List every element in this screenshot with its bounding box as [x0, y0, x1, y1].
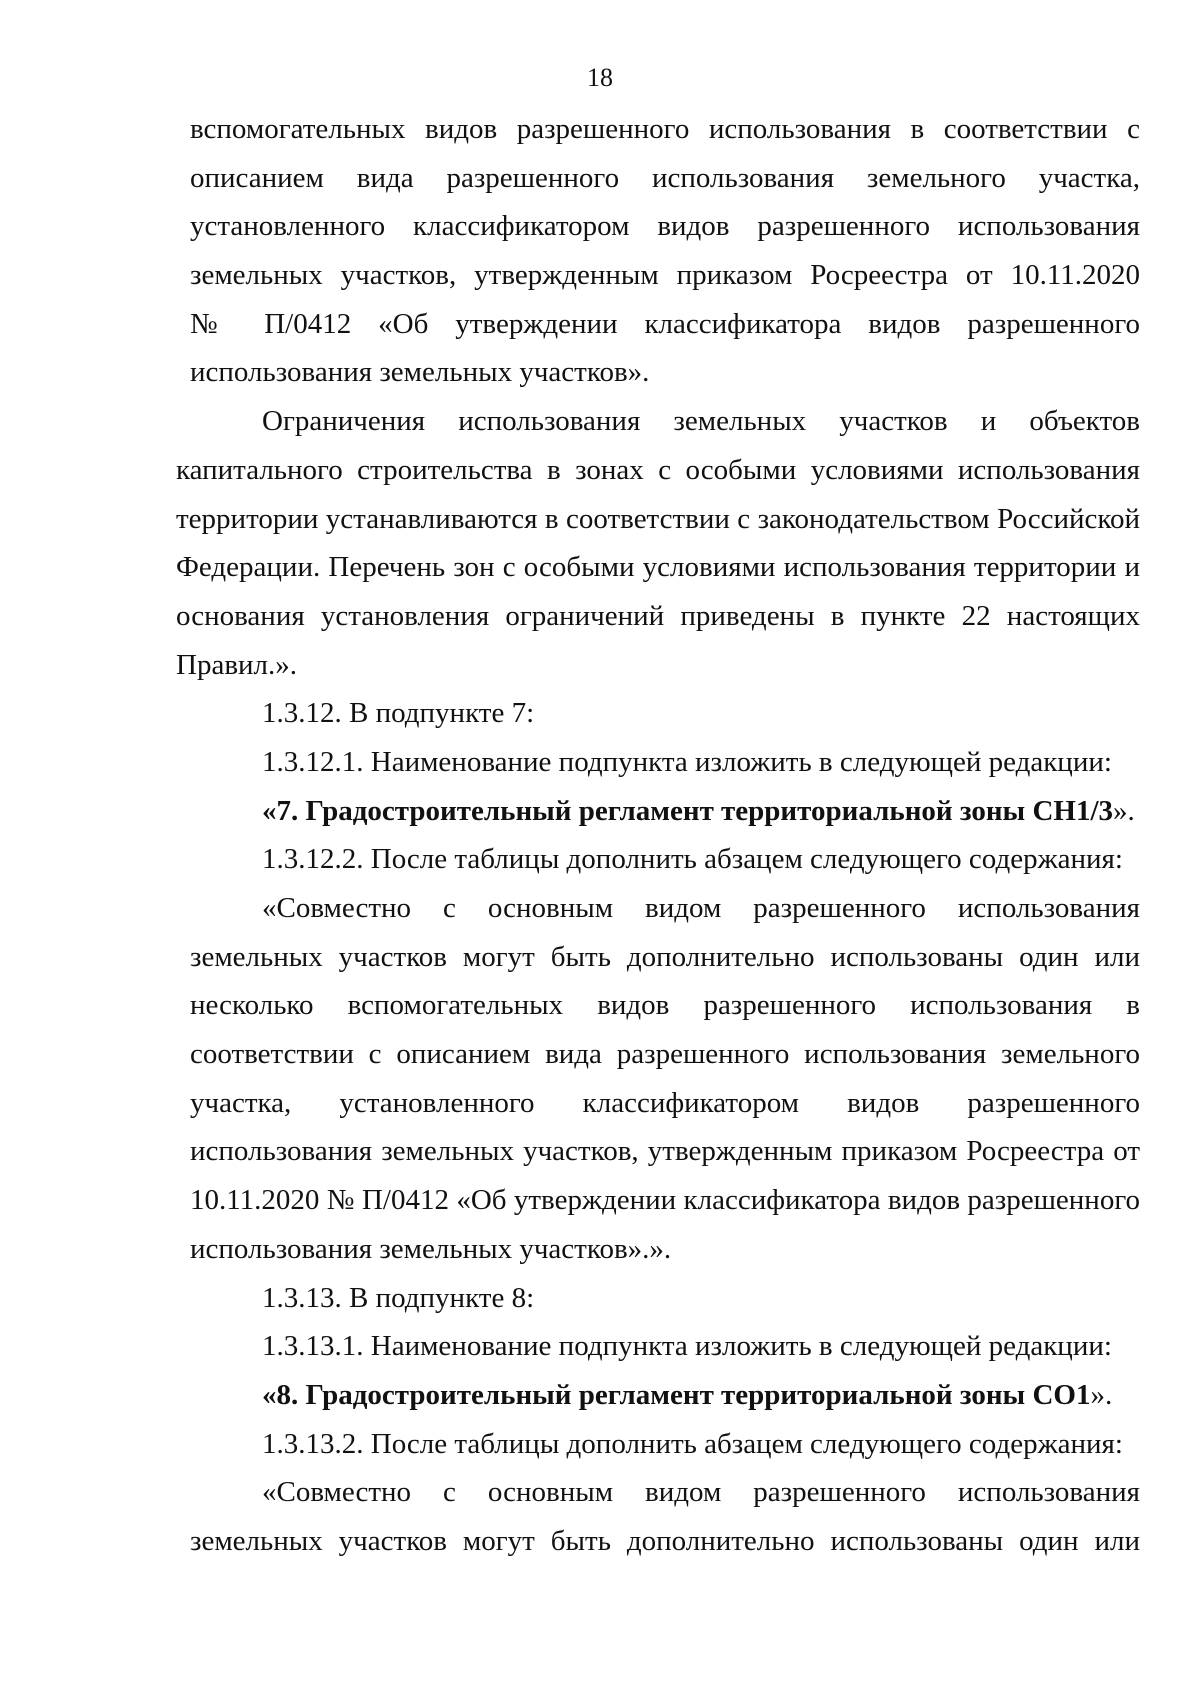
text-line: соответствии с описанием вида разрешенного использования земельного [190, 1038, 1140, 1071]
text-line: земельных участков могут быть дополнительно использованы один или [190, 1524, 1140, 1557]
text-line: использования земельных участков, утвержденным приказом Росреестра от [190, 1135, 1140, 1168]
clause-text: 1.3.12.2. После таблицы дополнить абзацем следующего содержания: [262, 843, 1123, 876]
page-number: 18 [587, 63, 613, 92]
text-line: 10.11.2020 № П/0412 «Об утверждении классификатора видов разрешенного [190, 1184, 1140, 1217]
text-line: Правил.». [176, 648, 297, 681]
paragraph-first-line: «Совместно с основным видом разрешенного использования [262, 892, 1140, 924]
text-line: установленного классификатором видов разрешенного использования [190, 210, 1140, 243]
text-line: Федерации. Перечень зон с особыми условиями использования территории и [176, 551, 1140, 584]
text-line: использования земельных участков». [190, 356, 650, 389]
text-line: несколько вспомогательных видов разрешенного использования в [190, 989, 1140, 1022]
text-line: основания установления ограничений приведены в пункте 22 настоящих [176, 599, 1140, 632]
text-line: участка, установленного классификатором видов разрешенного [190, 1086, 1140, 1119]
clause-text: 1.3.13.2. После таблицы дополнить абзацем следующего содержания: [262, 1427, 1123, 1460]
clause-text: 1.3.12.1. Наименование подпункта изложить в следующей редакции: [262, 745, 1112, 778]
text-line: капитального строительства в зонах с особыми условиями использования [176, 453, 1140, 486]
paragraph-first-line: Ограничения использования земельных участков и объектов [262, 405, 1140, 438]
clause-heading: 1.3.13. В подпункте 8: [262, 1281, 535, 1314]
bold-title-text: «8. Градостроительный регламент территориальной зоны СО1 [262, 1378, 1091, 1411]
paragraph-first-line: «Совместно с основным видом разрешенного использования [262, 1476, 1140, 1509]
bold-title-text: «7. Градостроительный регламент территориальной зоны СН1/3 [262, 794, 1114, 827]
text-line: земельных участков могут быть дополнительно использованы один или [190, 940, 1140, 973]
section-title-bold: «8. Градостроительный регламент территориальной зоны СО1». [262, 1378, 1113, 1411]
text-line: земельных участков, утвержденным приказом Росреестра от 10.11.2020 [190, 259, 1140, 292]
text-line: № П/0412 «Об утверждении классификатора видов разрешенного [190, 307, 1140, 340]
text-line: вспомогательных видов разрешенного использования в соответствии с [190, 113, 1140, 145]
text-line: описанием вида разрешенного использования земельного участка, [190, 161, 1140, 194]
document-body [176, 105, 1140, 1566]
section-title-bold: «7. Градостроительный регламент территориальной зоны СН1/3». [262, 794, 1135, 827]
text-line: территории устанавливаются в соответствии с законодательством Российской [176, 502, 1140, 535]
clause-heading: 1.3.12. В подпункте 7: [262, 697, 535, 730]
clause-text: 1.3.13.1. Наименование подпункта изложить в следующей редакции: [262, 1330, 1112, 1363]
text-line: использования земельных участков».». [190, 1232, 672, 1265]
